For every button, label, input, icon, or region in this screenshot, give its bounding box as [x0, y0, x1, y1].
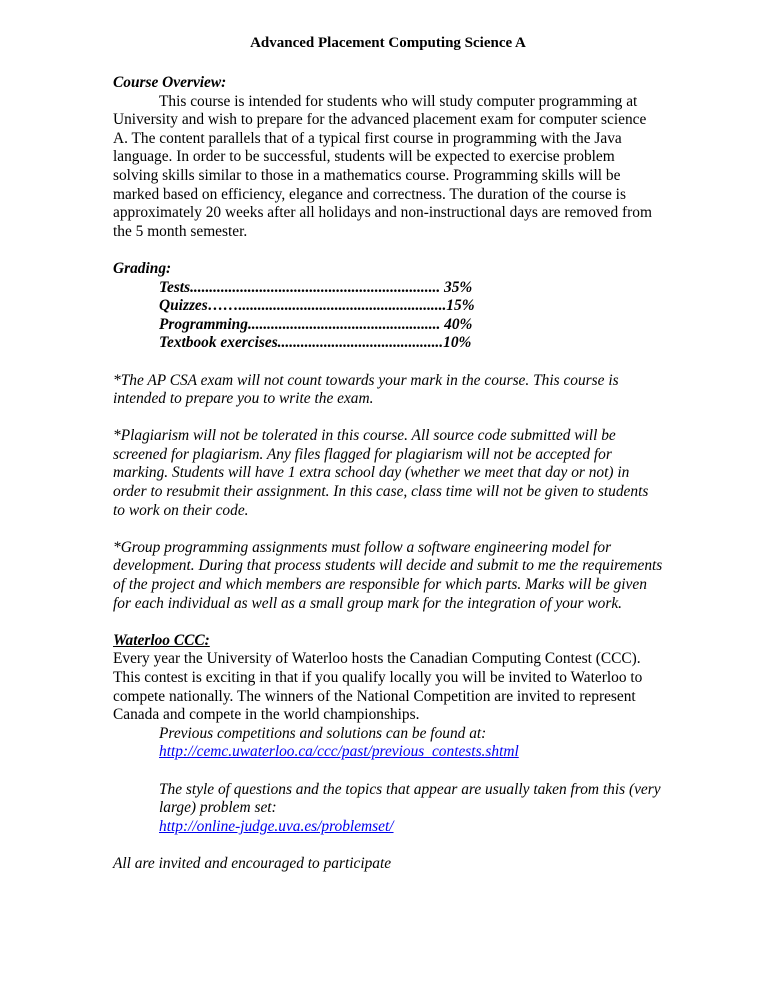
grading-item-textbook: Textbook exercises...........................................10% [159, 334, 472, 352]
grading-item-tests: Tests................................................................. 35% [159, 278, 473, 296]
exam-note: *The AP CSA exam will not count towards your mark in the course. This course is intended to prepare you to write the exam. [113, 371, 619, 408]
problem-set-link[interactable]: http://online-judge.uva.es/problemset/ [159, 817, 394, 835]
spacer [159, 762, 663, 781]
grading-list [159, 279, 663, 353]
spacer [113, 613, 663, 632]
previous-contests-link[interactable]: http://cemc.uwaterloo.ca/ccc/past/previous_contests.shtml [159, 743, 519, 761]
plagiarism-note: *Plagiarism will not be tolerated in this course. All source code submitted will be screened for plagiarism. Any files flagged for plagiarism will not be accepted for marking. Students will have 1 extra school day (whether we meet that day or not) in order to resubmit their assignment. In this case, class time will not be given to students to work on their code. [113, 427, 649, 519]
waterloo-ccc-heading: Waterloo CCC: [113, 631, 210, 649]
document-title: Advanced Placement Computing Science A [250, 35, 526, 51]
document-page [113, 33, 663, 874]
spacer [113, 353, 663, 372]
spacer [113, 520, 663, 539]
previous-contests-block [159, 725, 663, 837]
course-overview-heading: Course Overview: [113, 74, 227, 91]
problem-set-text: The style of questions and the topics that appear are usually taken from this (very large) problem set: [159, 780, 661, 817]
group-assignment-note: *Group programming assignments must follow a software engineering model for development. During that process students will decide and submit to me the requirements of the project and which members are responsible for which parts. Marks will be given for each individual as well as a small group mark for the integration of your work. [113, 538, 663, 612]
closing-text: All are invited and encouraged to participate [113, 854, 392, 872]
grading-item-programming: Programming.................................................. 40% [159, 315, 473, 333]
spacer [113, 241, 663, 260]
course-overview-text: This course is intended for students who will study computer programming at University and wish to prepare for the advanced placement exam for computer science A. The content parallels that of a typical first course in programming with the Java language. In order to be successful, students will be expected to exercise problem solving skills similar to those in a mathematics course. Programming skills will be marked based on efficiency, elegance and correctness. The duration of the course is approximately 20 weeks after all holidays and non-instructional days are removed from the 5 month semester. [113, 92, 652, 240]
spacer [113, 836, 663, 855]
previous-contests-text: Previous competitions and solutions can be found at: [159, 724, 487, 742]
grading-heading: Grading: [113, 259, 172, 277]
grading-item-quizzes: Quizzes……......................................................15% [159, 297, 475, 315]
spacer [113, 409, 663, 428]
waterloo-ccc-text: Every year the University of Waterloo hosts the Canadian Computing Contest (CCC). This contest is exciting in that if you qualify locally you will be invited to Waterloo to compete nationally. The winners of the National Competition are invited to represent Canada and compete in the world championships. [113, 650, 643, 724]
